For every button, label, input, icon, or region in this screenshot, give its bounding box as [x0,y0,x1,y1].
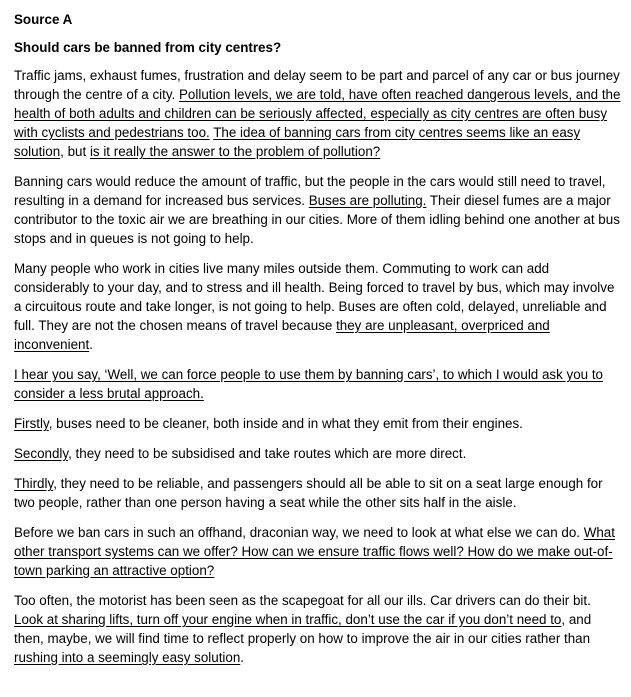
text-run: , and then, maybe, we will find time to reflect properly on how to improve the air in our cities rather than [14,612,592,646]
text-run: Their diesel fumes are a major contributor to the toxic air we are breathing in our cities. More of them idling behind one another at bus stops and in queues is not going to help. [14,193,620,246]
underlined-phrase: Firstly [14,416,49,431]
paragraph [14,259,621,354]
paragraph [14,66,621,161]
underlined-phrase: Thirdly [14,476,54,491]
paragraph [14,591,621,667]
underlined-phrase: is it really the answer to the problem of pollution? [89,144,381,159]
underlined-phrase: The idea of banning cars from city centres seems like an easy solution [14,125,581,159]
underlined-phrase: I hear you say, ‘Well, we can force people to use them by banning cars’, to which I would ask you to consider a less brutal approach. [14,367,604,401]
underlined-phrase: What other transport systems can we offer? How can we ensure traffic flows well? How do we make out-of-town parking an attractive option? [14,525,615,578]
text-run: Banning cars would reduce the amount of traffic, but the people in the cars would still need to travel, resulting in a demand for increased bus services. [14,174,606,208]
text-run: , but [60,144,90,159]
source-label: Source A [14,12,73,27]
text-run: , they need to be subsidised and take routes which are more direct. [68,446,467,461]
text-run: . [240,650,245,665]
text-run: , they need to be reliable, and passengers should all be able to sit on a seat large enough for two people, rather than one person having a seat while the other sits half in the aisle. [14,476,603,510]
paragraph [14,172,621,248]
article-body [14,66,621,667]
paragraph [14,365,621,403]
text-run: . [89,337,93,352]
underlined-phrase: they are unpleasant, overpriced and inconvenient [14,318,550,352]
paragraph [14,414,621,433]
paragraph [14,444,621,463]
underlined-phrase: rushing into a seemingly easy solution [14,650,241,665]
paragraph [14,523,621,580]
text-run: Many people who work in cities live many miles outside them. Commuting to work can add considerably to your day, and to stress and ill health. Being forced to travel by bus, which may involve a circuitous route and take longer, is not going to help. Buses are often cold, delayed, unreliable and full. They are not the chosen means of travel because [14,261,615,333]
underlined-phrase: Look at sharing lifts, turn off your engine when in traffic, don’t use the car if you don’t need to [14,612,562,627]
underlined-phrase: Secondly [14,446,69,461]
text-run: Traffic jams, exhaust fumes, frustration and delay seem to be part and parcel of any car or bus journey through the centre of a city. [14,68,620,102]
underlined-phrase: Buses are polluting. [308,193,427,208]
underlined-phrase: Pollution levels, we are told, have often reached dangerous levels, and the health of both adults and children can be seriously affected, especially as city centres are often busy with cyclists and pedestrians too. [14,87,621,140]
text-run: Before we ban cars in such an offhand, draconian way, we need to look at what else we can do. [14,525,584,540]
article-headline: Should cars be banned from city centres? [14,40,282,55]
paragraph [14,474,621,512]
text-run: Too often, the motorist has been seen as the scapegoat for all our ills. Car drivers can do their bit. [14,593,591,608]
text-run: , buses need to be cleaner, both inside and in what they emit from their engines. [48,416,523,431]
